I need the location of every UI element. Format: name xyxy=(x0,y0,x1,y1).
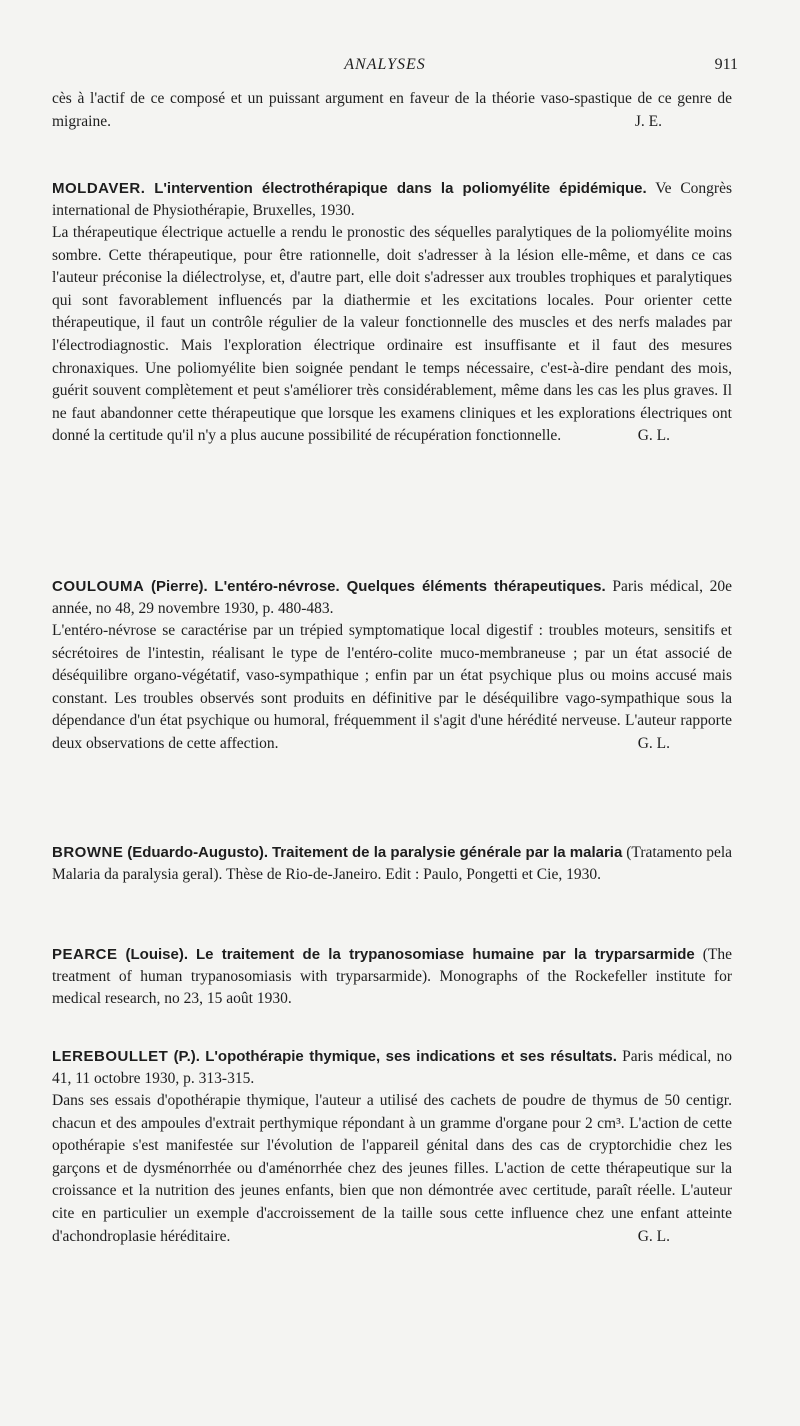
author-first-name: (Eduardo-Augusto). xyxy=(127,844,269,861)
abstract-entry xyxy=(52,1046,732,1248)
abstract-body: Dans ses essais d'opothérapie thymique, l'auteur a utilisé des cachets de poudre de thymus de 50 centigr. chacun et des ampoules d'extrait perthymique répondant à un gramme d'organe pour 2 cm³. L'action de cette opothérapie s'est manifestée sur l'évolution de l'appareil génital dans des cas de cryptorchidie chez les garçons et de dysménorrhée ou d'aménorrhée chez des jeunes filles. L'action de cette thérapeutique sur la croissance et la nutrition des jeunes enfants, bien que non démontrée avec certitude, paraît réelle. L'auteur cite en particulier un exemple d'accroissement de la taille sous cette influence chez une enfant atteinte d'achondroplasie héréditaire. xyxy=(52,1092,732,1245)
signature: G. L. xyxy=(637,734,670,752)
article-source: (Tratamento pela Malaria da paralysia geral). Thèse de Rio-de-Janeiro. Edit : Paulo, Pongetti et Cie, 1930. xyxy=(52,844,733,883)
continuation-text: cès à l'actif de ce composé et un puissant argument en faveur de la théorie vaso-spastique de ce genre de migraine. xyxy=(52,90,732,130)
article-source: Paris médical, 20e année, no 48, 29 novembre 1930, p. 480-483. xyxy=(52,578,733,617)
author-name: BROWNE xyxy=(52,844,124,861)
author-name: PEARCE xyxy=(52,946,118,963)
article-source: Paris médical, no 41, 11 octobre 1930, p. 313-315. xyxy=(52,1048,733,1087)
article-source: (The treatment of human trypanosomiasis with tryparsarmide). Monographs of the Rockefeller institute for medical research, no 23, 15 août 1930. xyxy=(52,946,733,1007)
author-name: MOLDAVER. xyxy=(52,180,146,197)
abstract-entry xyxy=(52,178,732,448)
author-first-name: (Pierre). xyxy=(151,578,208,595)
abstract-entry xyxy=(52,576,732,756)
article-title: Le traitement de la trypanosomiase humaine par la tryparsarmide xyxy=(195,946,695,963)
author-name: COULOUMA xyxy=(52,578,145,595)
abstract-body: La thérapeutique électrique actuelle a rendu le pronostic des séquelles paralytiques de la poliomyélite moins sombre. Cette thérapeutique, pour être rationnelle, doit s'adresser à la lésion elle-même, et dans ce cas l'auteur préconise la diélectrolyse, et, d'autre part, elle doit s'adresser aux troubles trophiques et paralytiques qui sont favorablement influencés par la diathermie et les excitations locales. Pour orienter cette thérapeutique, il faut un contrôle régulier de la valeur fonctionnelle des muscles et des nerfs malades par l'électrodiagnostic. Mais l'exploration électrique ordinaire est insuffisante et il faut des mesures chronaxiques. Une poliomyélite bien soignée pendant le temps nécessaire, c'est-à-dire pendant des mois, guérit souvent complètement et peut s'améliorer très considérablement, même dans les cas les plus graves. Il ne faut abandonner cette thérapeutique que lorsque les examens cliniques et les explorations électriques ont donné la certitude qu'il n'y a plus aucune possibilité de récupération fonctionnelle. xyxy=(52,224,732,445)
continuation-paragraph xyxy=(52,88,732,133)
abstract-entry xyxy=(52,944,732,1010)
article-title: L'entéro-névrose. Quelques éléments thérapeutiques. xyxy=(214,578,606,595)
signature: G. L. xyxy=(637,427,670,445)
author-name: LEREBOULLET xyxy=(52,1048,169,1065)
abstract-entry xyxy=(52,842,732,886)
article-source: Ve Congrès international de Physiothérapie, Bruxelles, 1930. xyxy=(52,180,733,219)
page-header xyxy=(0,56,800,80)
article-title: L'intervention électrothérapique dans la poliomyélite épidémique. xyxy=(154,180,647,197)
author-first-name: (P.). xyxy=(173,1048,200,1065)
abstract-body: L'entéro-névrose se caractérise par un trépied symptomatique local digestif : troubles moteurs, sensitifs et sécrétoires de l'intestin, réalisant le type de l'entéro-colite muco-membraneuse ; par un état associé de déséquilibre organo-végétatif, vaso-sympathique ; enfin par un état psychique plus ou moins accusé mais constant. Les troubles observés sont produits en définitive par le déséquilibre vago-sympathique sous la dépendance d'un état psychique ou humoral, fréquemment il s'agit d'une hérédité nerveuse. L'auteur rapporte deux observations de cette affection. xyxy=(52,622,732,752)
author-first-name: (Louise). xyxy=(125,946,188,963)
page-number: 911 xyxy=(714,56,738,73)
article-title: L'opothérapie thymique, ses indications et ses résultats. xyxy=(205,1048,617,1065)
signature: J. E. xyxy=(634,112,662,130)
article-title: Traitement de la paralysie générale par la malaria xyxy=(271,844,623,861)
running-title: ANALYSES xyxy=(344,56,426,73)
signature: G. L. xyxy=(637,1227,670,1245)
